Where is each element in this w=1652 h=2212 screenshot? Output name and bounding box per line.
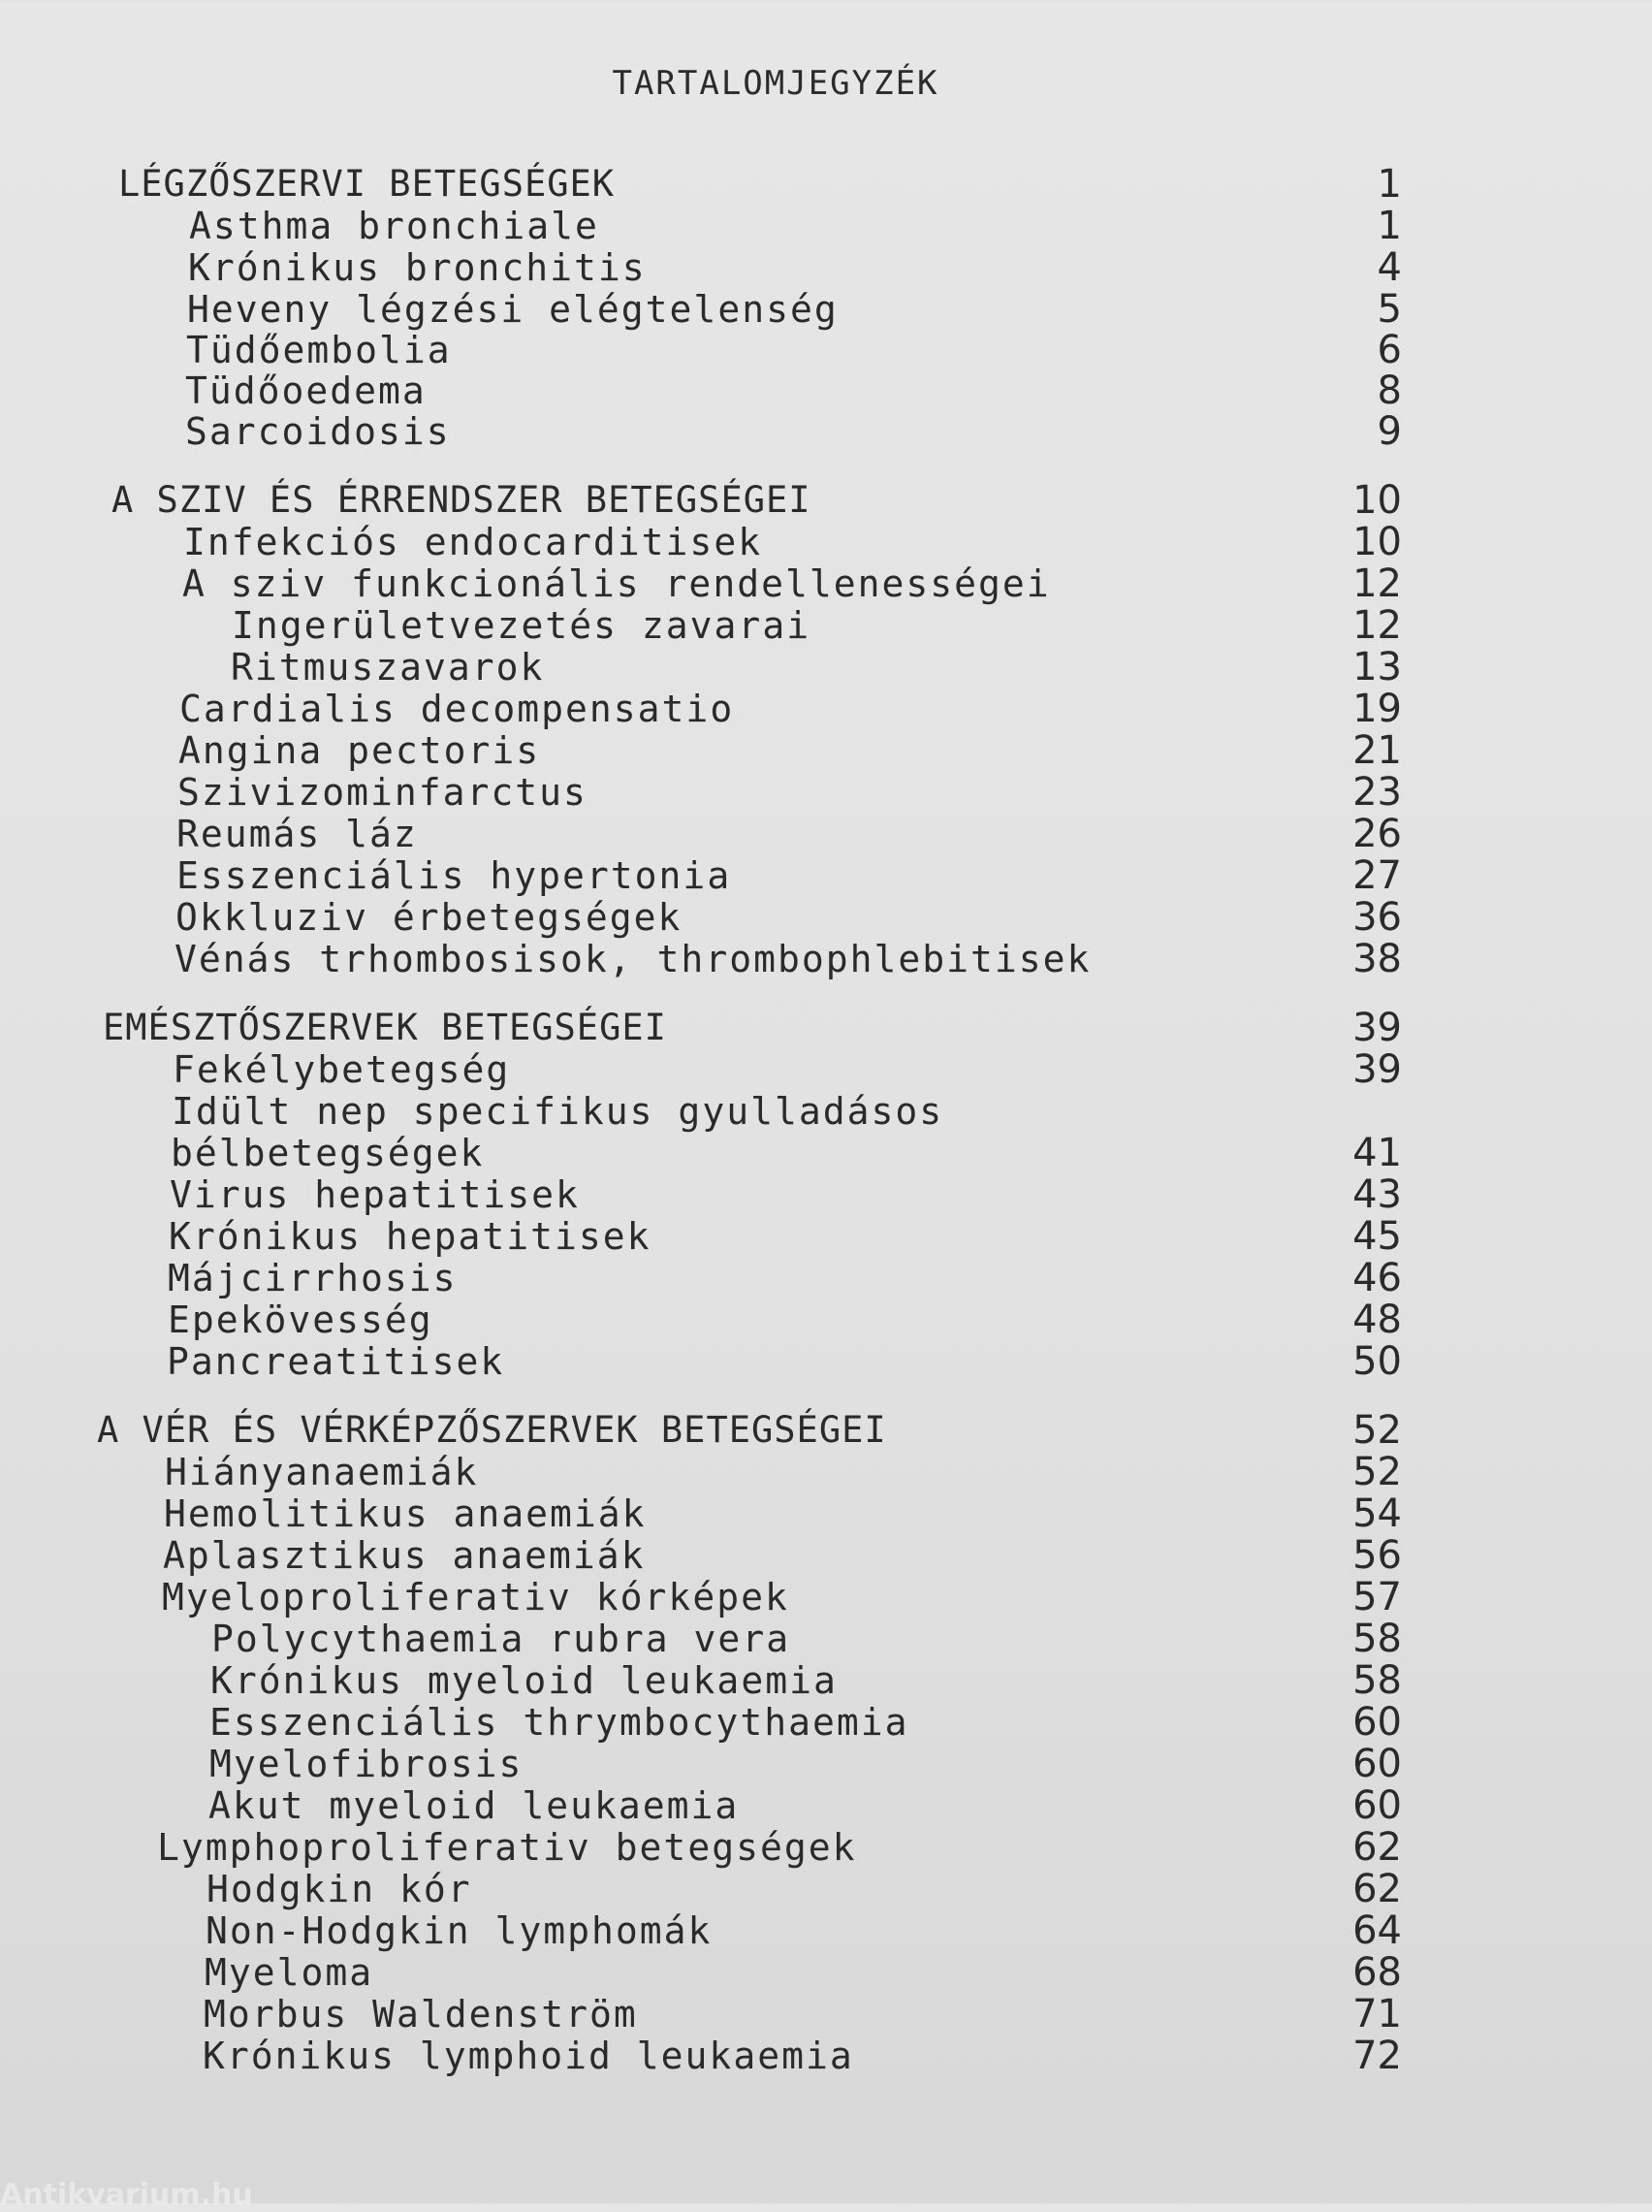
page-number: 38 — [1352, 937, 1402, 981]
page-number: 46 — [1352, 1256, 1402, 1300]
page-number: 58 — [1352, 1658, 1402, 1703]
section-title: A VÉR ÉS VÉRKÉPZŐSZERVEK BETEGSÉGEI — [97, 1409, 887, 1451]
toc-entry — [204, 1993, 1402, 2036]
toc-entry — [176, 813, 1402, 855]
toc-section-heading — [118, 163, 1402, 206]
toc-entry — [169, 1215, 1402, 1258]
entry-title: Okkluziv érbetegségek — [175, 896, 683, 939]
entry-title: Cardialis decompensatio — [179, 688, 735, 730]
toc-entry — [165, 1451, 1402, 1493]
entry-title: Fekélybetegség — [173, 1048, 511, 1091]
entry-title: Hodgkin kór — [206, 1868, 472, 1910]
page-number: 1 — [1377, 162, 1402, 207]
page-number: 60 — [1352, 1742, 1402, 1786]
page-number: 45 — [1352, 1214, 1402, 1259]
entry-title: Lymphoproliferativ betegségek — [157, 1826, 857, 1869]
toc-entry — [206, 1909, 1402, 1952]
toc-entry — [231, 646, 1402, 689]
entry-title: A sziv funkcionális rendellenességei — [182, 562, 1051, 605]
toc-entry — [175, 938, 1402, 980]
page-number: 57 — [1352, 1575, 1402, 1619]
entry-title: Tüdőembolia — [186, 329, 452, 371]
page-number: 52 — [1352, 1450, 1402, 1494]
toc-entry — [172, 1090, 1402, 1133]
toc-entry — [183, 521, 1402, 563]
page-number: 39 — [1352, 1006, 1402, 1050]
entry-title: Asthma bronchiale — [189, 205, 599, 247]
page-number: 9 — [1377, 409, 1402, 454]
toc-entry — [170, 1173, 1402, 1216]
page-number: 36 — [1352, 895, 1402, 940]
entry-title: Esszenciális hypertonia — [176, 854, 732, 897]
section-title: A SZIV ÉS ÉRRENDSZER BETEGSÉGEI — [111, 479, 811, 521]
page-number: 72 — [1352, 2034, 1402, 2078]
toc-entry — [177, 771, 1402, 814]
toc-entry — [168, 1257, 1402, 1299]
toc-entry — [179, 688, 1402, 730]
entry-title: Epekövesség — [168, 1298, 433, 1341]
toc-entry — [157, 1826, 1402, 1869]
toc-entry — [163, 1534, 1402, 1577]
entry-title: Heveny légzési elégtelenség — [187, 288, 839, 331]
entry-title: Szivizominfarctus — [177, 771, 588, 814]
page-number: 48 — [1352, 1298, 1402, 1342]
toc-entry — [178, 729, 1402, 772]
toc-entry — [209, 1743, 1402, 1785]
section-title: LÉGZŐSZERVI BETEGSÉGEK — [118, 163, 616, 205]
page-number: 60 — [1352, 1700, 1402, 1745]
toc-entry — [208, 1784, 1402, 1827]
page-number: 12 — [1352, 561, 1402, 606]
entry-title: Akut myeloid leukaemia — [208, 1784, 740, 1827]
page-number: 4 — [1377, 245, 1402, 290]
page-number: 10 — [1352, 478, 1402, 523]
toc-section-heading — [111, 479, 1402, 522]
toc-entry — [206, 1868, 1402, 1910]
page-number: 71 — [1352, 1992, 1402, 2036]
entry-title: Tüdőoedema — [185, 369, 427, 412]
entry-title: Infekciós endocarditisek — [183, 521, 763, 563]
entry-title: Virus hepatitisek — [170, 1173, 580, 1216]
page-number: 13 — [1352, 645, 1402, 689]
page-number: 64 — [1352, 1908, 1402, 1953]
page-number: 62 — [1352, 1867, 1402, 1911]
toc-entry — [210, 1659, 1402, 1702]
toc-entry — [173, 1048, 1402, 1091]
page-number: 39 — [1352, 1047, 1402, 1092]
page-number: 62 — [1352, 1825, 1402, 1870]
page-number: 6 — [1377, 328, 1402, 372]
entry-title: Vénás trhombosisok, thrombophlebitisek — [175, 938, 1092, 980]
page-number: 10 — [1352, 520, 1402, 564]
entry-title: Májcirrhosis — [168, 1257, 458, 1299]
entry-title: Krónikus myeloid leukaemia — [210, 1659, 838, 1702]
page-number: 26 — [1352, 812, 1402, 856]
toc-entry — [211, 1618, 1402, 1660]
toc-entry — [205, 1951, 1402, 1994]
toc-entry — [185, 369, 1402, 412]
toc-entry — [171, 1132, 1402, 1174]
toc-entry — [187, 288, 1402, 331]
toc-section-heading — [103, 1007, 1402, 1049]
toc-entry — [188, 246, 1402, 289]
page-number: 1 — [1377, 204, 1402, 248]
entry-title: Non-Hodgkin lymphomák — [206, 1909, 713, 1952]
page-number: 56 — [1352, 1533, 1402, 1578]
page-title: TARTALOMJEGYZÉK — [612, 64, 939, 103]
toc-entry — [164, 1492, 1402, 1535]
entry-title: Aplasztikus anaemiák — [163, 1534, 646, 1577]
page-number: 43 — [1352, 1172, 1402, 1217]
entry-title: Krónikus hepatitisek — [169, 1215, 651, 1258]
entry-title: Krónikus bronchitis — [188, 246, 647, 289]
entry-title: Myelofibrosis — [209, 1743, 524, 1785]
entry-title: Idült nep specifikus gyulladásos — [172, 1090, 944, 1133]
page-number: 5 — [1377, 287, 1402, 332]
entry-title: Ingerületvezetés zavarai — [232, 604, 811, 647]
entry-title: Hemolitikus anaemiák — [164, 1492, 647, 1535]
entry-title: Hiányanaemiák — [165, 1451, 479, 1493]
entry-title: Myeloproliferativ kórképek — [162, 1576, 789, 1619]
entry-title: Reumás láz — [176, 813, 418, 855]
entry-title: Esszenciális thrymbocythaemia — [209, 1701, 909, 1744]
page-number: 23 — [1352, 770, 1402, 815]
entry-title: Pancreatitisek — [167, 1340, 505, 1383]
page-number: 12 — [1352, 603, 1402, 648]
entry-title: Sarcoidosis — [185, 410, 451, 453]
entry-title: Myeloma — [205, 1951, 374, 1994]
page-number: 60 — [1352, 1783, 1402, 1828]
page-number: 27 — [1352, 853, 1402, 898]
toc-entry — [162, 1576, 1402, 1619]
entry-title: Angina pectoris — [178, 729, 541, 772]
entry-title: Polycythaemia rubra vera — [211, 1618, 791, 1660]
toc-entry — [182, 562, 1402, 605]
toc-entry — [186, 329, 1402, 371]
entry-title: bélbetegségek — [171, 1132, 485, 1174]
toc-entry — [185, 410, 1402, 453]
entry-title: Krónikus lymphoid leukaemia — [203, 2035, 854, 2077]
page-number: 8 — [1377, 369, 1402, 413]
page-number: 68 — [1352, 1950, 1402, 1995]
page-number: 41 — [1352, 1131, 1402, 1175]
toc-entry — [232, 604, 1402, 647]
watermark-logo: Antikvarium.hu — [0, 2178, 253, 2212]
toc-entry — [176, 854, 1402, 897]
toc-entry — [175, 896, 1402, 939]
page-number: 58 — [1352, 1617, 1402, 1661]
section-title: EMÉSZTŐSZERVEK BETEGSÉGEI — [103, 1007, 667, 1048]
toc-entry — [168, 1298, 1402, 1341]
page-number: 52 — [1352, 1408, 1402, 1453]
page-number: 19 — [1352, 687, 1402, 731]
toc-entry — [189, 205, 1402, 247]
page-number: 50 — [1352, 1339, 1402, 1384]
toc-section-heading — [97, 1409, 1402, 1452]
page-number: 54 — [1352, 1491, 1402, 1536]
toc-entry — [167, 1340, 1402, 1383]
page-number: 21 — [1352, 728, 1402, 773]
toc-entry — [209, 1701, 1402, 1744]
entry-title: Morbus Waldenström — [204, 1993, 638, 2036]
toc-entry — [203, 2035, 1402, 2077]
entry-title: Ritmuszavarok — [231, 646, 545, 689]
